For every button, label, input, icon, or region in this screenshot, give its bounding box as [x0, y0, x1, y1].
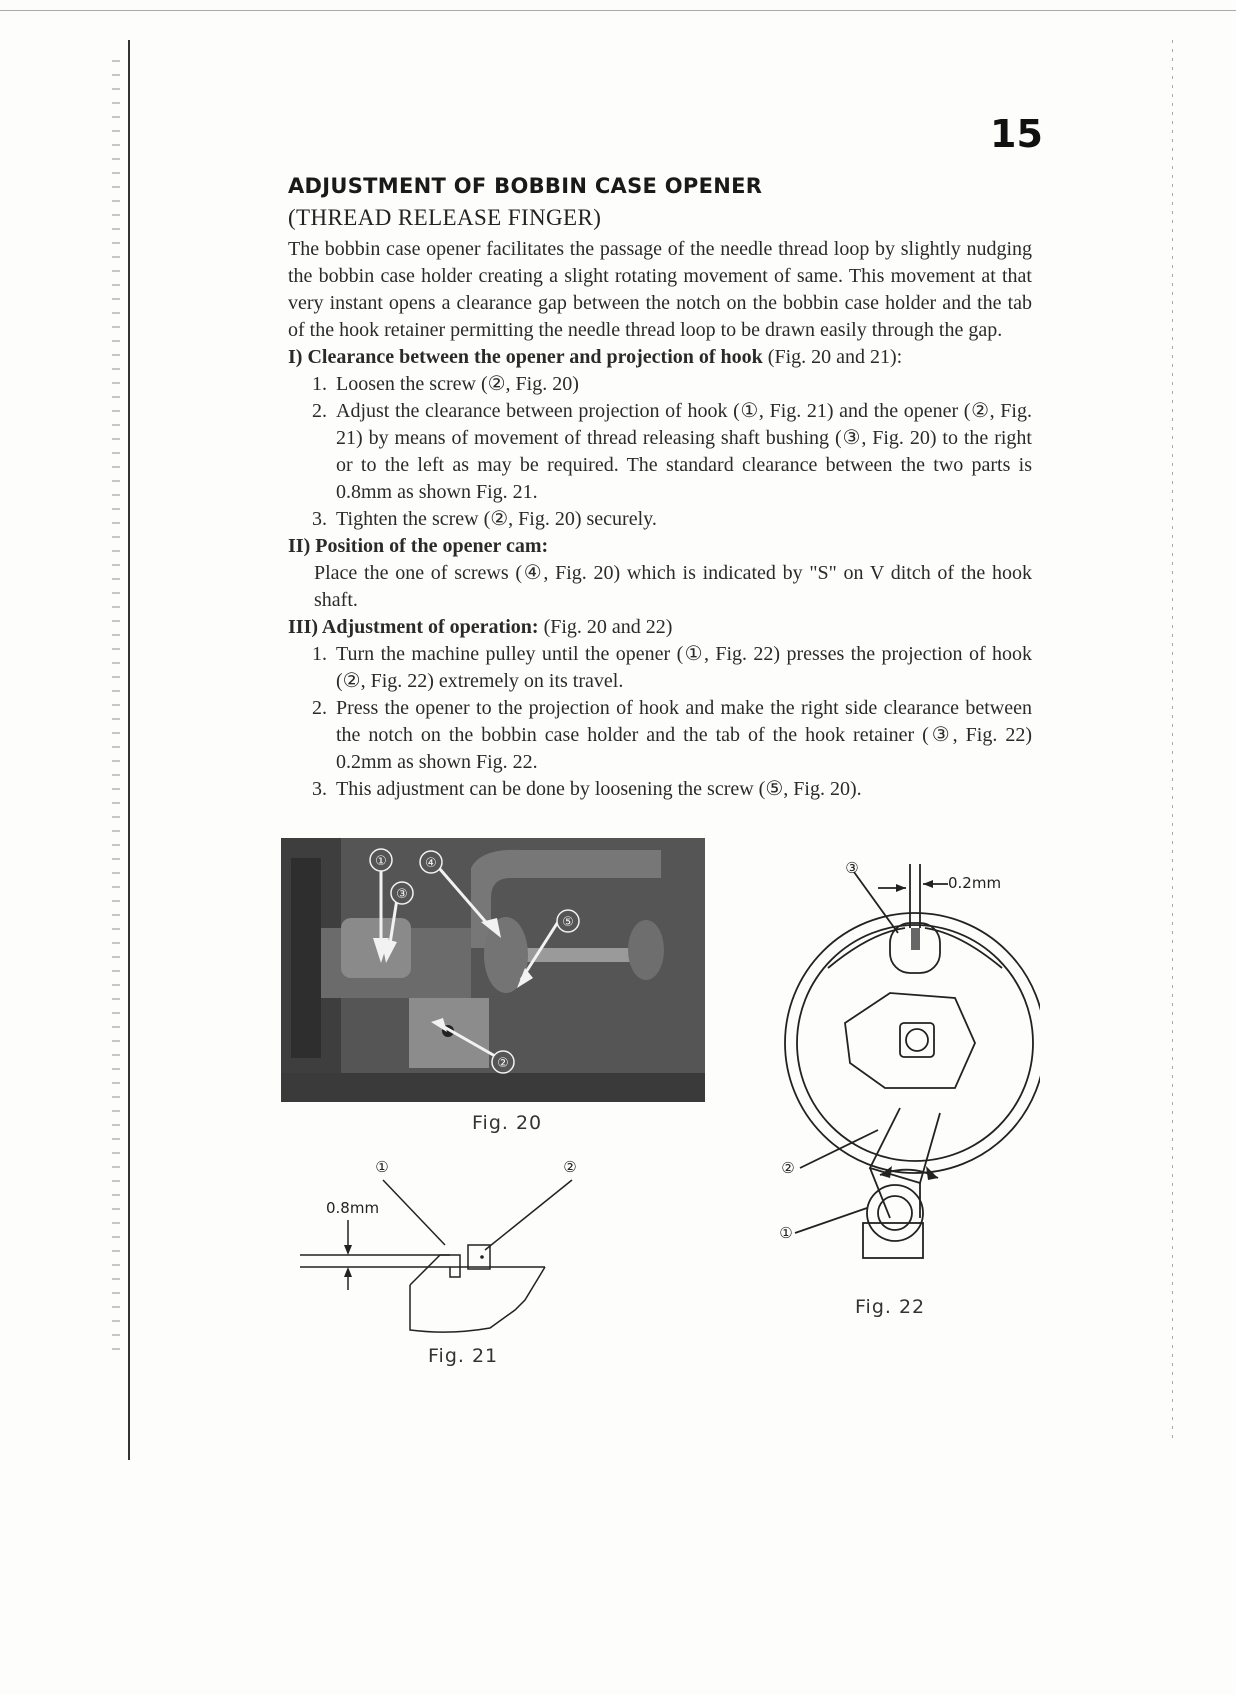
section-3-title: III) Adjustment of operation: (Fig. 20 and 22) [288, 616, 673, 638]
fig-20-callout-2: ② [497, 1056, 509, 1071]
fig-20-callout-4: ④ [425, 856, 437, 871]
list-item: 3. Tighten the screw (②, Fig. 20) securely. [312, 508, 657, 530]
binding-speckle [112, 60, 120, 1350]
fig-20-callout-5: ⑤ [562, 915, 574, 930]
page-number: 15 [990, 112, 1043, 156]
fig-22-callout-1: ① [779, 1224, 793, 1242]
fig-21-diagram [300, 1150, 590, 1350]
section-3-steps [288, 641, 1032, 803]
fig-21-caption: Fig. 21 [428, 1345, 499, 1367]
fig-20-callout-3: ③ [396, 887, 408, 902]
list-item: 3. This adjustment can be done by loosening the screw (⑤, Fig. 20). [312, 778, 862, 800]
section-subheading: (THREAD RELEASE FINGER) [288, 205, 602, 230]
list-item: 2. Press the opener to the projection of hook and make the right side clearance between the notch on the bobbin case holder and the tab of the hook retainer (③, Fig. 22) 0.2mm as shown Fig. 22. [312, 697, 1032, 773]
list-item: 2. Adjust the clearance between projection of hook (①, Fig. 21) and the opener (②, Fig. 21) by means of movement of thread releasing shaft bushing (③, Fig. 20) to the right or to the left as may be required. The standard clearance between the two parts is 0.8mm as shown Fig. 21. [312, 400, 1032, 503]
fig-22-callout-3: ③ [845, 859, 859, 877]
fig-21-dimension: 0.8mm [326, 1199, 380, 1217]
fig-20-photo [281, 838, 705, 1102]
fig-20-callout-1: ① [375, 854, 387, 869]
fig-20-caption: Fig. 20 [472, 1112, 543, 1134]
scan-edge-top [0, 10, 1236, 11]
fig-22-caption: Fig. 22 [855, 1296, 926, 1318]
fig-21-callout-2: ② [563, 1158, 577, 1176]
body-text [288, 236, 1032, 803]
intro-paragraph: The bobbin case opener facilitates the passage of the needle thread loop by slightly nudging the bobbin case holder creating a slight rotating movement of same. This movement at that very instant opens a clearance gap between the notch on the bobbin case holder and the tab of the hook retainer permitting the needle thread loop to be drawn easily through the gap. [288, 238, 1032, 341]
list-item: 1. Loosen the screw (②, Fig. 20) [312, 373, 579, 395]
fig-20-illustration [281, 838, 705, 1102]
fig-22-callout-2: ② [781, 1159, 795, 1177]
binding-line [128, 40, 130, 1460]
scan-edge-right [1172, 40, 1173, 1440]
section-2-text: Place the one of screws (④, Fig. 20) which is indicated by "S" on V ditch of the hook shaft. [314, 562, 1032, 611]
list-item: 1. Turn the machine pulley until the opener (①, Fig. 22) presses the projection of hook (②, Fig. 22) extremely on its travel. [312, 643, 1032, 692]
section-heading: ADJUSTMENT OF BOBBIN CASE OPENER [288, 174, 763, 198]
fig-22-diagram [770, 848, 1040, 1278]
fig-22-dimension: 0.2mm [948, 874, 1002, 892]
section-1-steps [288, 371, 1032, 533]
section-2-title: II) Position of the opener cam: [288, 535, 549, 557]
section-1-title: I) Clearance between the opener and projection of hook (Fig. 20 and 21): [288, 346, 903, 368]
fig-21-callout-1: ① [375, 1158, 389, 1176]
